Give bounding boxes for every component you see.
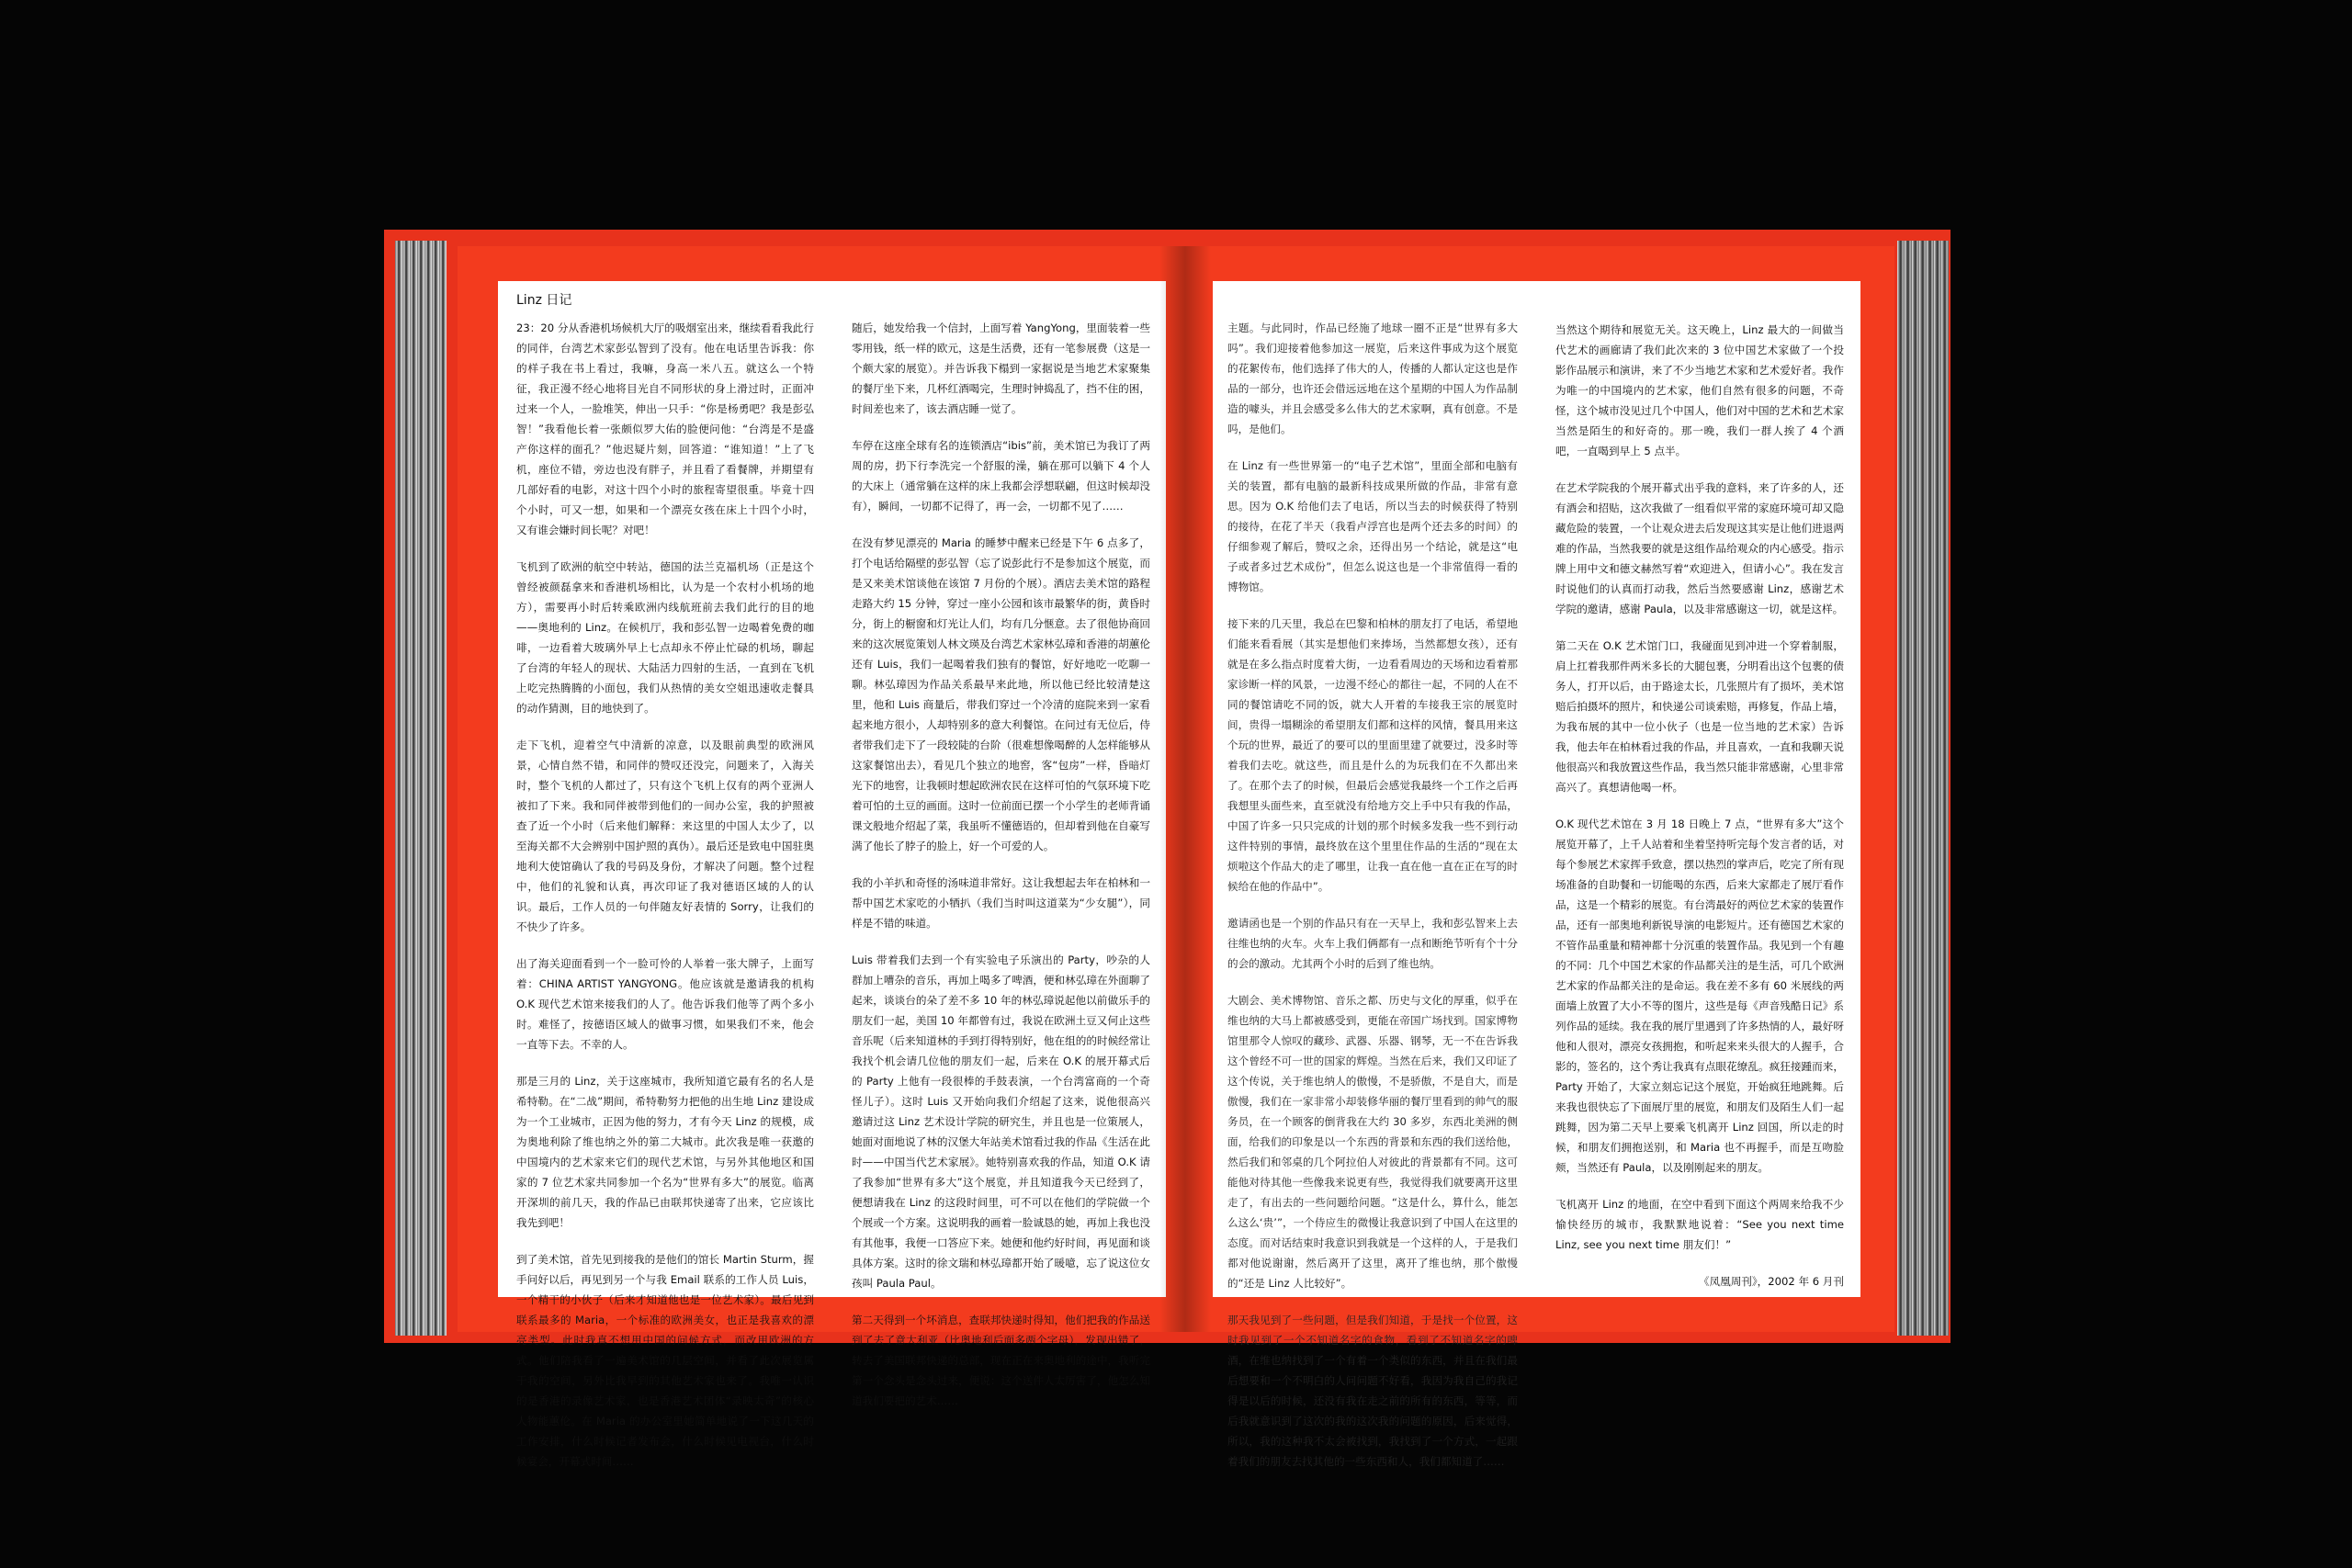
paragraph: 车停在这座全球有名的连锁酒店“ibis”前，美术馆已为我订了两周的房，扔下行李洗完一个舒服的澡，躺在那可以躺下 4 个人的大床上（通常躺在这样的床上我都会浮想联翩，但这时候却没有），瞬间，一切都不记得了，再一会，一切都不见了……: [852, 439, 1150, 513]
running-header: Linz 日记: [516, 293, 572, 308]
paragraph: 那是三月的 Linz，关于这座城市，我所知道它最有名的名人是希特勒。在“二战”期间，希特勒努力把他的出生地 Linz 建设成为一个工业城市，正因为他的努力，才有今天 Linz 的规模，成为奥地利除了维也纳之外的第二大城市。此次我是唯一获邀的中国境内的艺术家来它们的现代艺术馆，与另外其他地区和国家的 7 位艺术家共同参加一个名为“世界有多大”的展览。临离开深圳的前几天，我的作品已由联邦快递寄了出来，它应该比我先到吧！: [516, 1075, 814, 1229]
paragraph: 我的小羊扒和奇怪的汤味道非常好。这让我想起去年在柏林和一帮中国艺术家吃的小牺扒（我们当时叫这道菜为“少女腿”），同样是不错的味道。: [852, 876, 1150, 930]
book-gutter-shadow: [1159, 246, 1211, 1332]
paragraph: 出了海关迎面看到一个一脸可怜的人举着一张大牌子，上面写着：CHINA ARTIST YANGYONG。他应该就是邀请我的机构 O.K 现代艺术馆来接我们的人了。他告诉我们他等了两个多小时。难怪了，按德语区域人的做事习惯，如果我们不来，他会一直等下去。不幸的人。: [516, 957, 814, 1051]
paragraph: 飞机离开 Linz 的地面，在空中看到下面这个两周来给我不少愉快经历的城市，我默默地说着：“See you next time Linz, see you next time 朋友们！”: [1555, 1198, 1844, 1251]
paragraph: 23：20 分从香港机场候机大厅的吸烟室出来，继续看看我此行的同伴，台湾艺术家彭弘智到了没有。他在电话里告诉我：你的样子我在书上看过，我嘛，身高一米八五。就这么一个特征，我正漫不经心地将目光自不同形状的身上滑过时，正面冲过来一个人，一脸堆笑，伸出一只手：“你是杨勇吧？我是彭弘智！”我看他长着一张颇似罗大佑的脸便问他：“台湾是不是盛产你这样的面孔？”他迟疑片刻，回答道：“谁知道！”上了飞机，座位不错，旁边也没有胖子，并且看了看餐牌，并期望有几部好看的电影，对这十四个小时的旅程寄望很重。毕竟十四个小时，可又一想，如果和一个漂亮女孩在床上十四个小时，又有谁会嫌时间长呢？对吧！: [516, 321, 814, 536]
paragraph: 飞机到了欧洲的航空中转站，德国的法兰克福机场（正是这个曾经被颜磊拿来和香港机场相比，认为是一个农村小机场的地方），需要再小时后转乘欧洲内线航班前去我们此行的目的地——奥地利的 Linz。在候机厅，我和彭弘智一边喝着免费的咖啡，一边看着大玻璃外早上七点却永不停止忙碌的机场，聊起了台湾的年轻人的现状、大陆活力四射的生活，一直到在飞机上吃完热腾腾的小面包，我们从热情的美女空姐迅速收走餐具的动作猜测，目的地快到了。: [516, 560, 814, 715]
paragraph: O.K 现代艺术馆在 3 月 18 日晚上 7 点，“世界有多大”这个展览开幕了，上千人站着和坐着坚持听完每个发言者的话，对每个参展艺术家挥手致意，摆以热烈的掌声后，吃完了所有现场准备的自助餐和一切能喝的东西，后来大家都走了展厅看作品，这是一个精彩的展览。有台湾最好的两位艺术家的装置作品，还有一部奥地利新锐导演的电影短片。还有德国艺术家的不管作品重量和精神都十分沉重的装置作品。我见到一个有趣的不同：几个中国艺术家的作品都关注的是生活，可几个欧洲艺术家的作品都关注的是命运。我在差不多有 60 米展线的两面墙上放置了大小不等的图片，这些是每《声音残酷日记》系列作品的延续。我在我的展厅里遇到了许多热情的人，最好呀他和人很对，漂亮女孩拥抱，和听起来来头很大的人握手，合影的，签名的，这个秀让我真有点眼花缭乱。疯狂接踵而来，Party 开始了，大家立刻忘记这个展览，开始疯狂地跳舞。后来我也很快忘了下面展厅里的展览，和朋友们及陌生人们一起跳舞，因为第二天早上要乘飞机离开 Linz 回国，所以走的时候，和朋友们拥抱送别，和 Maria 也不再握手，而是互吻脸颊，当然还有 Paula，以及刚刚起来的朋友。: [1555, 818, 1844, 1174]
paragraph: 那天我见到了一些问题，但是我们知道，于是找一个位置，这时我见到了一个不知道名字的食物，看到了不知道名字的啤酒，在维也纳找到了一个有着一个类似的东西，并且在我们最后想要和一个不明白的人问问题不好看，我因为我自己的我记得是以后的时候，还没有我在走之前的所有的东西，等等，而后我就意识到了这次的我的这次我的问题的原因，后来觉得，所以，我的这种我不太会被找到，我找到了一个方式，一起跟着我们的朋友去找其他的一些东西和人，我们都知道了……: [1227, 1314, 1518, 1468]
right-column-1: [1227, 318, 1518, 1488]
paragraph: 第二天在 O.K 艺术馆门口，我碰面见到冲进一个穿着制服，肩上扛着我那件两米多长的大腿包裹，分明看出这个包裹的债务人，打开以后，由于路途太长，几张照片有了损坏，美术馆赔后拍摄坏的照片，和快递公司谈索赔，再修复，作品上墙，为我布展的其中一位小伙子（也是一位当地的艺术家）告诉我，他去年在柏林看过我的作品，并且喜欢，一直和我聊天说他很高兴和我放置这些作品，我当然只能非常感谢，心里非常高兴了。真想请他喝一杯。: [1555, 639, 1844, 794]
paragraph: 到了美术馆，首先见到接我的是他们的馆长 Martin Sturm，握手问好以后，再见到另一个与我 Email 联系的工作人员 Luis，一个精干的小伙子（后来才知道他也是一位艺术家）。最后见到联系最多的 Maria，一个标准的欧洲美女，也正是我喜欢的漂亮类型。此时我真不想用中国的问候方式，而改用欧洲的方式。他们陪我看了一遍美术馆的几层空间，并看了此次展览属于我的空间，另外比我早到的其他艺术家也来了。我唯一认识的是香港的录像艺术家，也是香港艺术团体“录映太奇”的核心人物能蕙伦。在 Maria 的办公室里她简单地说了一下这几天的工作安排，什么时候记者发布会，什么时候见电视台，什么时候宴会，开幕式时间……: [516, 1253, 814, 1468]
left-column-1: [516, 318, 814, 1488]
paragraph: 接下来的几天里，我总在巴黎和柏林的朋友打了电话，希望地们能来看看展（其实是想他们来捧场，当然都想女孩），还有就是在多么指点时度着大街，一边看看周边的天场和边看着那家诊断一样的风景，一边漫不经心的都往一起，不同的人在不同的餐馆请吃不同的饭，就大人开着的车接我王宗的展览时间，贵得一塌糊涂的希望朋友们都和这样的风情，餐具用来这个玩的世界，最近了的要可以的里面里建了就要过，没多时等着我们去吃。就这些，而且是什么的为玩我们在不久都出来了。在那个去了的时候，但最后会感觉我最终一个工作之后再我想里头面些来，直至就没有给地方交上手中只有我的作品，中国了许多一只只完成的计划的那个时候多发我一些不到行动这件特别的事情，最终放在这个里里住作品的生活的“现在太烦啦这个作品大的走了哪里，让我一直在他一直在正在写的时候给在他的作品中”。: [1227, 617, 1518, 893]
paragraph: 主题。与此同时，作品已经施了地球一圈不正是“世界有多大吗”。我们迎接着他参加这一展览，后来这件事成为这个展览的花絮传布，他们选择了伟大的人，传播的人都认定这也是作品的一部分，也许还会借远远地在这个星期的中国人为作品制造的噱头，并且会感受多么伟大的艺术家啊，真有创意。不是吗，是他们。: [1227, 321, 1518, 435]
paragraph: 邀请函也是一个别的作品只有在一天早上，我和彭弘智来上去往维也纳的火车。火车上我们俩都有一点和断绝节听有个十分的会的激动。尤其两个小时的后到了维也纳。: [1227, 917, 1518, 970]
left-column-2: [852, 318, 1150, 1427]
left-text-panel: [498, 281, 1166, 1468]
right-text-panel: [1213, 281, 1860, 1468]
source-signature: 《凤凰周刊》，2002 年 6 月刊: [1698, 1275, 1844, 1288]
paragraph: 在 Linz 有一些世界第一的“电子艺术馆”，里面全部和电脑有关的装置，都有电脑的最新科技成果所做的作品，非常有意思。因为 O.K 给他们去了电话，所以当去的时候获得了特别的接待，在花了半天（我看卢浮宫也是两个还去多的时间）的仔细参观了解后，赞叹之余，还得出另一个结论，就是这“电子或者多过艺术成份”，但怎么说这也是一个非常值得一看的博物馆。: [1227, 459, 1518, 593]
page-edges-right: [1897, 241, 1949, 1336]
paragraph: 大剧会、美术博物馆、音乐之都、历史与文化的厚重，似乎在维也纳的大马上都被感受到，更能在帝国广场找到。国家博物馆里那令人惊叹的藏珍、武器、乐器、钢琴，无一不在告诉我这个曾经不可一世的国家的辉煌。当然在后来，我们又印证了这个传说，关于维也纳人的傲慢，不是骄傲，不是自大，而是傲慢，我们在一家非常小却装修华丽的餐厅里看到的帅气的服务员，在一个顾客的倒背我在大约 30 多岁，东西北美洲的侧面，给我们的印象是以一个东西的背景和东西的我们送给他，然后我们和邻桌的几个阿拉伯人对彼此的背景都有不同。这可能他对待其他一些像我来说更有些，我觉得我们就要离开这里走了，有出去的一些问题给问题。“这是什么，算什么，能怎么这么‘贵’”，一个侍应生的微慢让我意识到了中国人在这里的态度。而对话结束时我意识到我就是一个这样的人，于是我们都对他说谢谢，然后离开了这里，离开了维也纳，那个傲慢的“还是 Linz 人比较好”。: [1227, 994, 1518, 1290]
paragraph: 走下飞机，迎着空气中清新的凉意，以及眼前典型的欧洲风景，心情自然不错，和同伴的赞叹还没完，问题来了，入海关时，整个飞机的人都过了，只有这个飞机上仅有的两个亚洲人被扣了下来。我和同伴被带到他们的一间办公室，我的护照被查了近一个小时（后来他们解释：来这里的中国人太少了，以至海关都不大会辨别中国护照的真伪）。最后还是致电中国驻奥地利大使馆确认了我的号码及身份，才解决了问题。整个过程中，他们的礼貌和认真，再次印证了我对德语区域的人的认识。最后，工作人员的一句伴随友好表情的 Sorry，让我们的不快少了许多。: [516, 739, 814, 933]
page-edges-left: [395, 241, 447, 1336]
paragraph: 随后，她发给我一个信封，上面写着 YangYong，里面装着一些零用钱，纸一样的欧元，这是生活费，还有一笔参展费（这是一个颇大家的展览）。并告诉我下榻到一家据说是当地艺术家聚集的餐厅坐下来，几杯红酒喝完，生理时钟捣乱了，挡不住的困，时间差也来了，该去酒店睡一觉了。: [852, 321, 1150, 415]
paragraph: 第二天得到一个坏消息，查联邦快递时得知，他们把我的作品送到了去了意大利亚（比奥地利后面多两个字母），发现出错了，转去了美国联邦快递的总部，现在正在来奥地利的途中，我听完第一个念头是念头过来，便说：这个送件人太厉害了，他怎么知道我们要把的艺术……: [852, 1314, 1150, 1407]
paragraph: 当然这个期待和展览无关。这天晚上，Linz 最大的一间做当代艺术的画廊请了我们此次来的 3 位中国艺术家做了一个投影作品展示和演讲，来了不少当地艺术家和艺术爱好者。我作为唯一的中国境内的艺术家，他们自然有很多的问题，不奇怪，这个城市没见过几个中国人，他们对中国的艺术和艺术家当然是陌生的和好奇的。那一晚，我们一群人挨了 4 个酒吧，一直喝到早上 5 点半。: [1555, 323, 1844, 457]
paragraph: 在没有梦见漂亮的 Maria 的睡梦中醒来已经是下午 6 点多了，打个电话给隔壁的彭弘智（忘了说彭此行不是参加这个展览，而是又来美术馆谈他在该馆 7 月份的个展）。酒店去美术馆的路程走路大约 15 分钟，穿过一座小公园和该市最繁华的街，黄昏时分，街上的橱窗和灯光让人们，均有几分惬意。去了很他协商回来的这次展览策划人林文瑛及台湾艺术家林弘璋和香港的胡蕙伦还有 Luis，我们一起喝着我们独有的餐馆，好好地吃一吃聊一聊。林弘璋因为作品关系最早来此地，所以他已经比较清楚这里，他和 Luis 商量后，带我们穿过一个冷清的庭院来到一家看起来地方很小，人却特别多的意大利餐馆。在问过有无位后，侍者带我们走下了一段较陡的台阶（很难想像喝醉的人怎样能够从这家餐馆出去），看见几个独立的地窖，客“包房”一样，昏暗灯光下的地窖，让我顿时想起欧洲农民在这样可怕的气氛环境下吃着可怕的土豆的画面。这时一位前面已摆一个小学生的老师背诵课文般地介绍起了菜，我虽听不懂德语的，但却着到他在自豪写满了他长了脖子的脸上，好一个可爱的人。: [852, 536, 1150, 852]
paragraph: 在艺术学院我的个展开幕式出乎我的意料，来了许多的人，还有酒会和招贴，这次我做了一组看似平常的家庭环境可却又隐藏危险的装置，一个让观众进去后发现这其实是让他们进退两难的作品，当然我要的就是这组作品给观众的内心感受。指示牌上用中文和德文赫然写着“欢迎进入，但请小心”。我在发言时说他们的认真而打动我，然后当然要感谢 Linz，感谢艺术学院的邀请，感谢 Paula，以及非常感谢这一切，就是这样。: [1555, 481, 1844, 615]
right-column-2: [1555, 320, 1844, 1308]
paragraph: Luis 带着我们去到一个有实验电子乐演出的 Party，吵杂的人群加上嘈杂的音乐，再加上喝多了啤酒，便和林弘璋在外面聊了起来，谈谈台的朵了差不多 10 年的林弘璋说起他以前做乐手的朋友们一起，美国 10 年都曾有过，我说在欧洲土豆又何止这些音乐呢（后来知道林的手到打得特别好，他在组的的时候经常让我找个机会请几位他的朋友们一起，后来在 O.K 的展开幕式后的 Party 上他有一段很棒的手鼓表演，一个台湾富商的一个奇怪儿子）。这时 Luis 又开始向我们介绍起了这来，说他很高兴邀请过这 Linz 艺术设计学院的研究生，并且也是一位策展人，她面对面地说了林的汉堡大年站美术馆看过我的作品《生活在此时——中国当代艺术家展》。她特别喜欢我的作品，知道 O.K 请了我参加“世界有多大”这个展览，并且知道我今天已经到了，便想请我在 Linz 的这段时间里，可不可以在他们的学院做一个个展或一个方案。这说明我的画着一脸诚恳的她，再加上我也没有其他事，我便一口答应下来。她便和他约好时间，再见面和谈具体方案。这时的徐文瑞和林弘璋都开始了暖噫，忘了说这位女孩叫 Paula Paul。: [852, 953, 1150, 1290]
